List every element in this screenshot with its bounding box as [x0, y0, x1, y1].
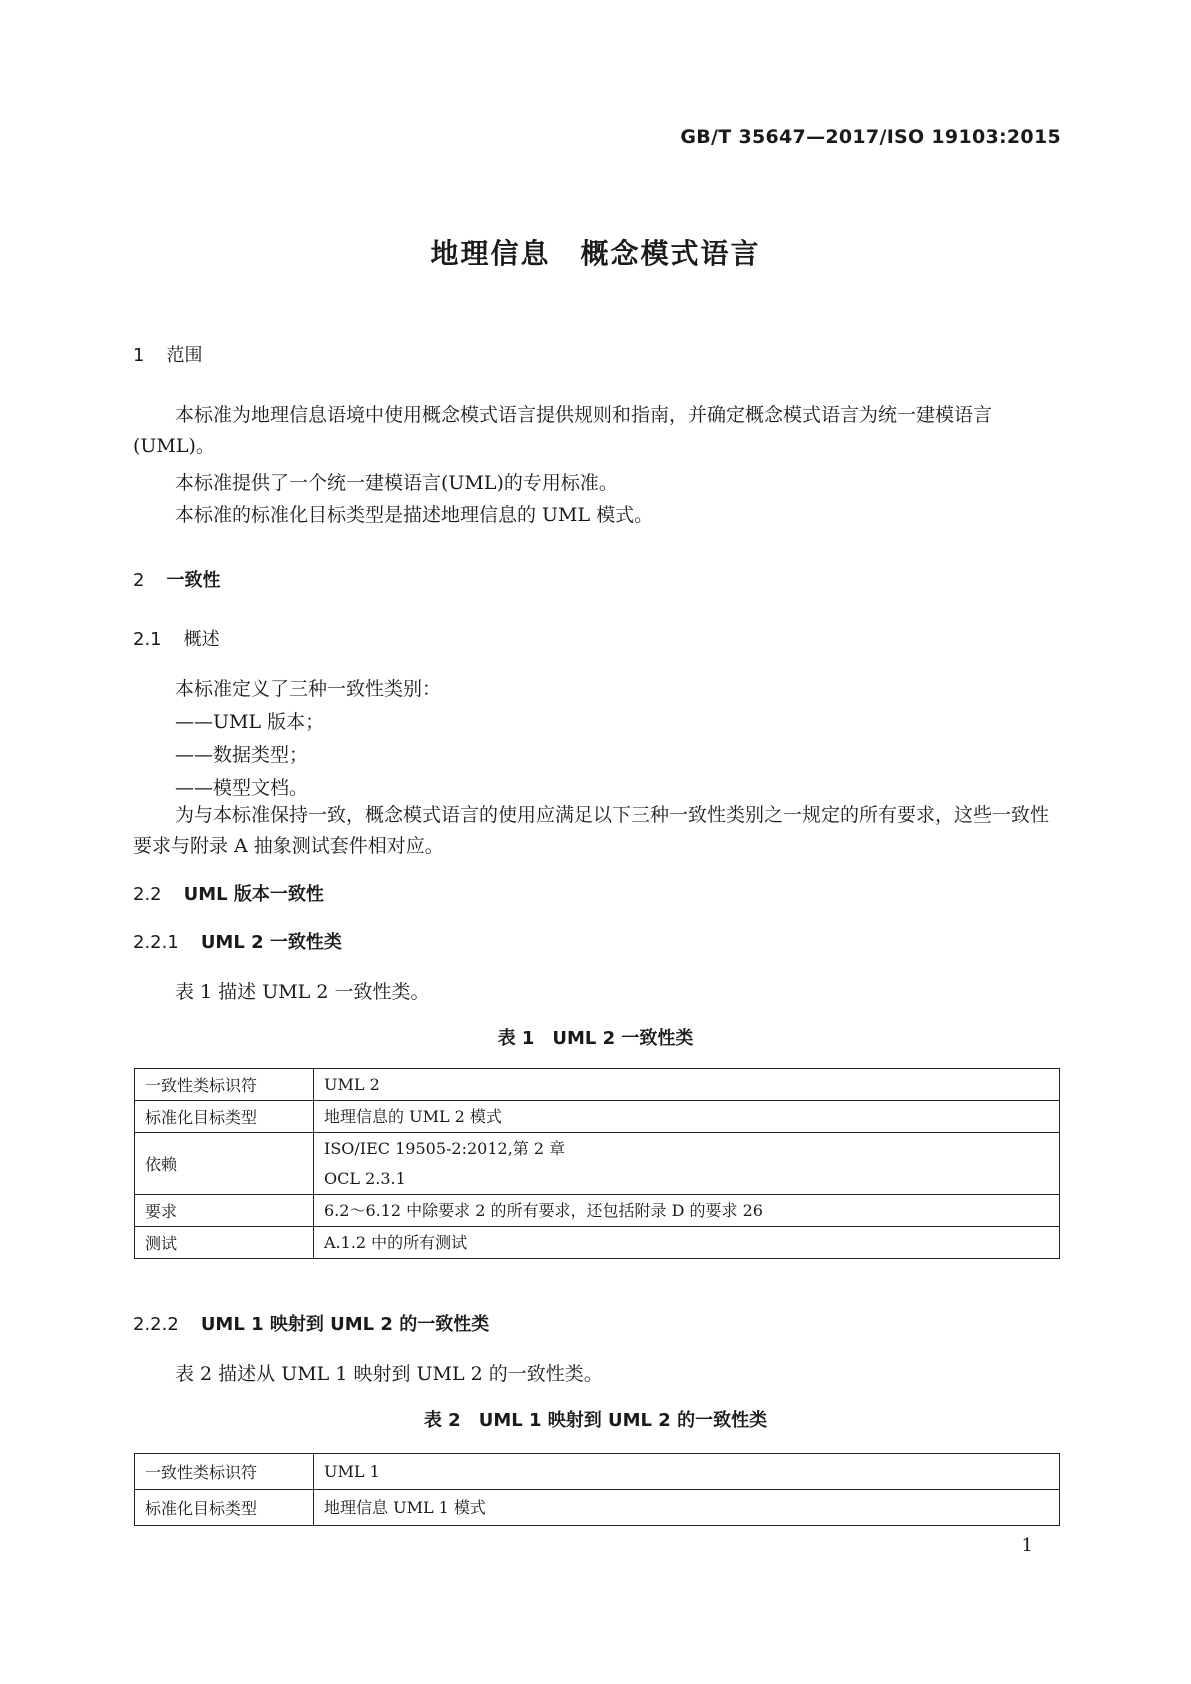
table-row	[135, 1069, 1060, 1101]
section-number: 1	[133, 345, 145, 366]
table-key: 一致性类标识符	[135, 1069, 314, 1101]
table-1-reference: 表 1 描述 UML 2 一致性类。	[175, 981, 430, 1003]
table-1	[134, 1068, 1060, 1259]
table-1-caption: 表 1 UML 2 一致性类	[497, 1028, 694, 1049]
table-value	[314, 1454, 1060, 1490]
value-line: A.1.2 中的所有测试	[324, 1232, 468, 1252]
section-title: 概述	[183, 629, 220, 650]
value-line: 地理信息的 UML 2 模式	[324, 1106, 502, 1126]
section-2-1-heading	[133, 625, 220, 651]
table-value	[314, 1101, 1060, 1133]
table-value	[314, 1195, 1060, 1227]
table-key: 一致性类标识符	[135, 1454, 314, 1490]
scope-paragraph-1: 本标准为地理信息语境中使用概念模式语言提供规则和指南，并确定概念模式语言为统一建模语言(UML)。	[133, 404, 993, 457]
scope-paragraph-2: 本标准提供了一个统一建模语言(UML)的专用标准。	[175, 472, 618, 494]
standard-code: GB/T 35647—2017/ISO 19103:2015	[680, 126, 1061, 148]
section-title: UML 2 一致性类	[200, 932, 342, 953]
value-line: UML 1	[324, 1461, 380, 1481]
value-line: ISO/IEC 19505-2:2012,第 2 章	[324, 1138, 566, 1158]
section-number: 2.2.2	[133, 1314, 179, 1335]
table-2	[134, 1453, 1060, 1526]
table-row	[135, 1454, 1060, 1490]
section-2-heading	[133, 566, 220, 592]
table-key: 要求	[135, 1195, 314, 1227]
section-title: UML 版本一致性	[183, 884, 324, 905]
section-2-2-heading	[133, 880, 324, 906]
scope-paragraph-3: 本标准的标准化目标类型是描述地理信息的 UML 模式。	[175, 504, 654, 526]
table-2-caption: 表 2 UML 1 映射到 UML 2 的一致性类	[423, 1410, 768, 1431]
table-row	[135, 1227, 1060, 1259]
section-1-heading	[133, 341, 202, 367]
value-line: OCL 2.3.1	[324, 1168, 406, 1188]
table-key: 标准化目标类型	[135, 1490, 314, 1526]
table-value	[314, 1490, 1060, 1526]
table-row	[135, 1195, 1060, 1227]
section-title: UML 1 映射到 UML 2 的一致性类	[200, 1314, 490, 1335]
table-key: 测试	[135, 1227, 314, 1259]
value-line: 地理信息 UML 1 模式	[324, 1497, 486, 1517]
section-number: 2.2	[133, 884, 162, 905]
page-title: 地理信息 概念模式语言	[430, 237, 761, 270]
conformance-intro: 本标准定义了三种一致性类别：	[175, 678, 442, 700]
section-2-2-1-heading	[133, 928, 342, 954]
section-2-2-2-heading	[133, 1310, 489, 1336]
section-title: 范围	[166, 345, 203, 366]
table-value	[314, 1227, 1060, 1259]
table-value	[314, 1133, 1060, 1195]
page-number: 1	[1021, 1535, 1033, 1556]
table-row	[135, 1490, 1060, 1526]
section-number: 2.1	[133, 629, 162, 650]
list-item: ——UML 版本；	[175, 711, 325, 733]
table-key: 依赖	[135, 1133, 314, 1195]
value-line: 6.2～6.12 中除要求 2 的所有要求，还包括附录 D 的要求 26	[324, 1200, 763, 1220]
list-item: ——模型文档。	[175, 777, 309, 799]
conformance-closing: 为与本标准保持一致，概念模式语言的使用应满足以下三种一致性类别之一规定的所有要求，这些一致性要求与附录 A 抽象测试套件相对应。	[133, 804, 1050, 857]
section-number: 2	[133, 570, 145, 591]
table-2-reference: 表 2 描述从 UML 1 映射到 UML 2 的一致性类。	[175, 1363, 603, 1385]
table-value	[314, 1069, 1060, 1101]
list-item: ——数据类型；	[175, 744, 309, 766]
table-row	[135, 1133, 1060, 1195]
value-line: UML 2	[324, 1074, 380, 1094]
table-key: 标准化目标类型	[135, 1101, 314, 1133]
table-row	[135, 1101, 1060, 1133]
section-title: 一致性	[166, 570, 221, 591]
section-number: 2.2.1	[133, 932, 179, 953]
